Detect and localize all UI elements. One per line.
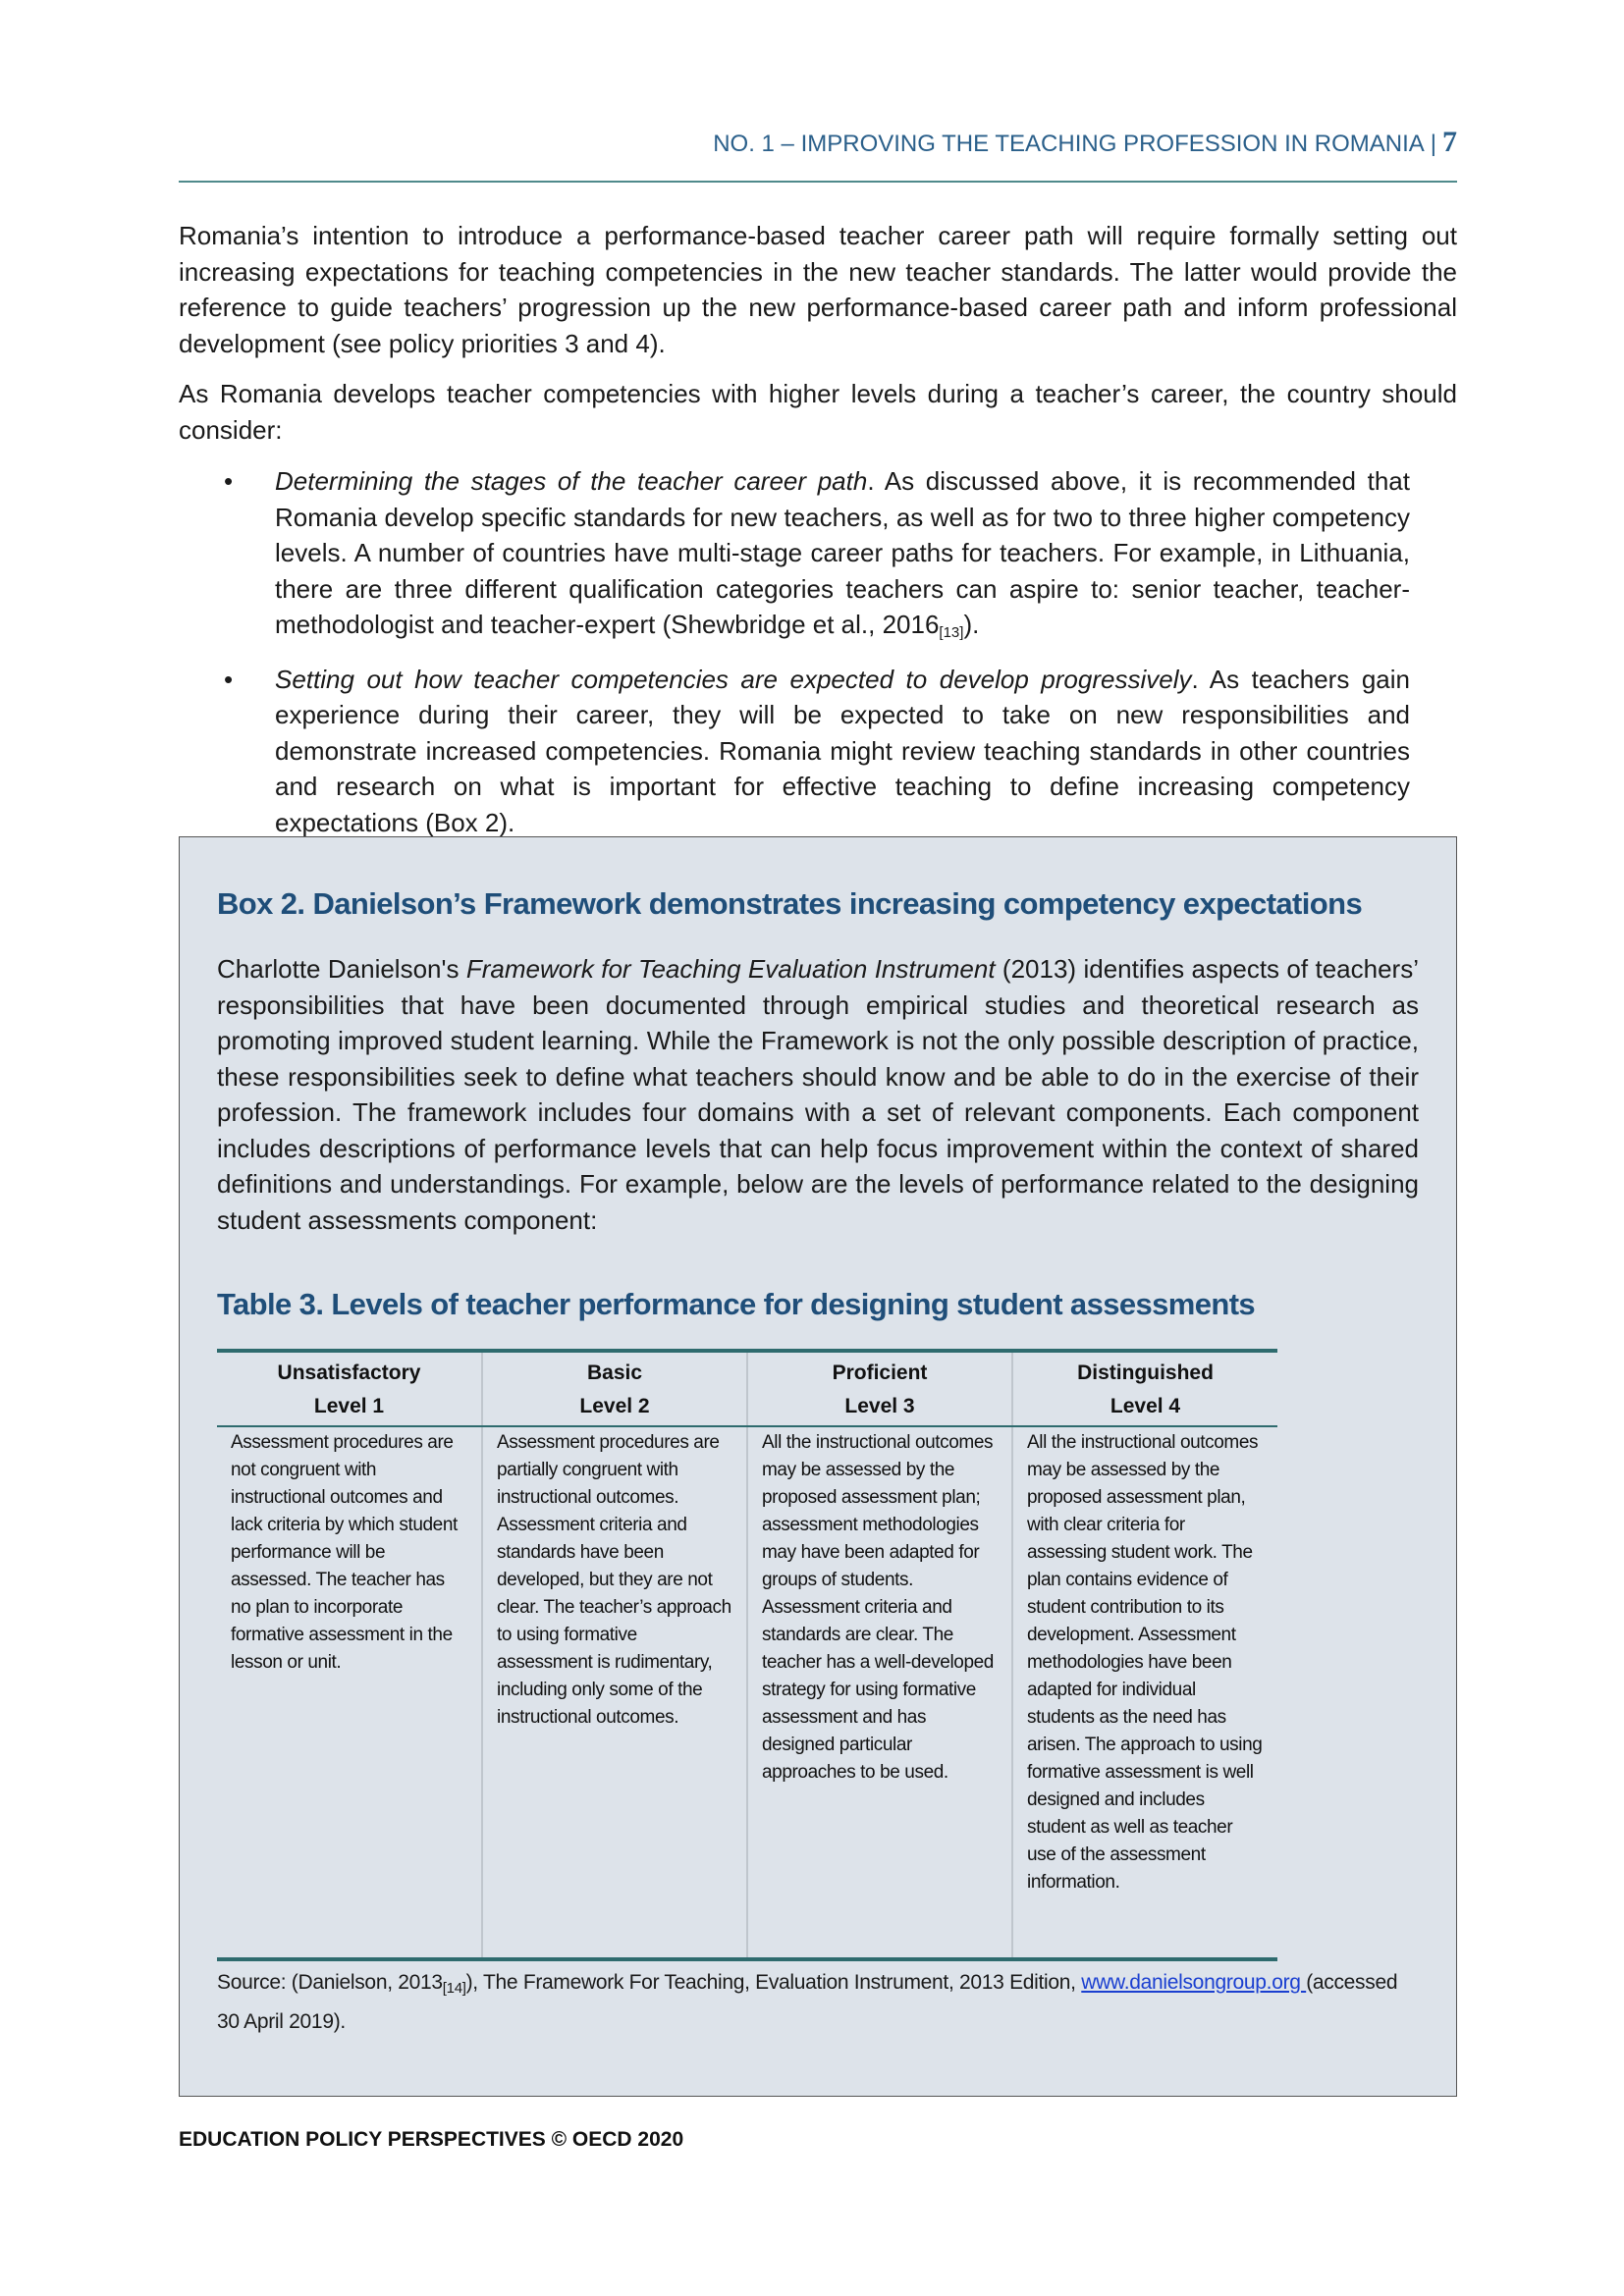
danielson-link[interactable]: www.danielsongroup.org: [1081, 1971, 1307, 1994]
cell-proficient: All the instructional outcomes may be assessed by the proposed assessment plan; assessment methodologies may have been adapted for groups of students. Assessment criteria and standards are clear. The teacher has a well-developed strategy for using formative assessment and has designed particular approaches to be used.: [747, 1426, 1012, 1959]
running-title: NO. 1 – IMPROVING THE TEACHING PROFESSION IN ROMANIA: [713, 131, 1425, 157]
paragraph-career-path: Romania’s intention to introduce a performance-based teacher career path will require formally setting out increasing expectations for teaching competencies in the new teacher standards. The latter would provide the reference to guide teachers’ progression up the new performance-based career path and inform professional development (see policy priorities 3 and 4).: [179, 221, 1457, 358]
bullet-lead: Setting out how teacher competencies are expected to develop progressively: [275, 664, 1192, 694]
bullet-text: . As teachers gain experience during their career, they will be expected to take on new responsibilities and demonstrate increased competencies. Romania might review teaching standards in other countries and research on what is important for effective teaching to define increasing competency expectations (Box 2).: [275, 664, 1411, 837]
bullet-text: . As discussed above, it is recommended that Romania develop specific standards for new teachers, as well as for two to three higher competency levels. A number of countries have multi-stage career paths for teachers. For example, in Lithuania, there are three different qualification categories teachers can aspire to: senior teacher, teacher-methodologist and teacher-expert (Shewbridge et al., 2016: [275, 466, 1410, 639]
column-header-distinguished: Distinguished Level 4: [1012, 1351, 1277, 1426]
recommendation-list: [179, 463, 1410, 850]
box-paragraph: [217, 951, 1419, 1238]
header-text: [713, 126, 1457, 159]
column-header-basic: Basic Level 2: [482, 1351, 747, 1426]
performance-levels-table: [217, 1349, 1277, 1961]
cell-basic: Assessment procedures are partially congruent with instructional outcomes. Assessment criteria and standards have been developed, but they are not clear. The teacher’s approach to using formative assessment is rudimentary, including only some of the instructional outcomes.: [482, 1426, 747, 1959]
bullet-lead: Determining the stages of the teacher career path: [275, 466, 868, 496]
framework-title: Framework for Teaching Evaluation Instrument: [465, 954, 996, 984]
column-header-unsatisfactory: Unsatisfactory Level 1: [217, 1351, 482, 1426]
cell-unsatisfactory: Assessment procedures are not congruent with instructional outcomes and lack criteria by which student performance will be assessed. The teacher has no plan to incorporate formative assessment in the lesson or unit.: [217, 1426, 482, 1959]
source-note: [217, 1966, 1425, 2039]
running-header: [179, 122, 1457, 183]
page-number: 7: [1442, 126, 1457, 158]
header-separator: |: [1430, 131, 1436, 157]
bullet-tail: ).: [963, 610, 980, 639]
cell-distinguished: All the instructional outcomes may be assessed by the proposed assessment plan, with clear criteria for assessing student work. The plan contains evidence of student contribution to its development. Assessment methodologies have been adapted for individual students as the need has arisen. The approach to using formative assessment is well designed and includes student as well as teacher use of the assessment information.: [1012, 1426, 1277, 1959]
table-header-row: [217, 1351, 1277, 1426]
column-header-proficient: Proficient Level 3: [747, 1351, 1012, 1426]
box-text-before: Charlotte Danielson's: [217, 954, 466, 984]
reference-marker[interactable]: [14]: [442, 1980, 466, 1997]
source-middle: ), The Framework For Teaching, Evaluation Instrument, 2013 Edition,: [465, 1971, 1082, 1994]
list-item: [179, 463, 1410, 652]
table-title: Table 3. Levels of teacher performance for designing student assessments: [217, 1287, 1256, 1321]
bullet-icon: •: [224, 466, 234, 496]
box-title: Box 2. Danielson’s Framework demonstrates increasing competency expectations: [217, 886, 1363, 921]
source-before: Source: (Danielson, 2013: [217, 1971, 443, 1994]
table-row: [217, 1426, 1277, 1959]
source-after: (accessed 30 April 2019).: [217, 1971, 1398, 2033]
bullet-icon: •: [224, 664, 234, 694]
page-footer: EDUCATION POLICY PERSPECTIVES © OECD 2020: [179, 2128, 684, 2151]
box-2: [179, 836, 1457, 2097]
reference-marker[interactable]: [13]: [939, 624, 964, 641]
list-item: [179, 662, 1410, 841]
paragraph-should-consider: As Romania develops teacher competencies with higher levels during a teacher’s career, the country should consider:: [179, 379, 1457, 445]
box-text-after: (2013) identifies aspects of teachers’ responsibilities that have been documented through empirical studies and theoretical research as promoting improved student learning. While the Framework is not the only possible description of practice, these responsibilities seek to define what teachers should know and be able to do in the exercise of their profession. The framework includes four domains with a set of relevant components. Each component includes descriptions of performance levels that can help focus improvement within the context of shared definitions and understandings. For example, below are the levels of performance related to the designing student assessments component:: [217, 954, 1419, 1235]
